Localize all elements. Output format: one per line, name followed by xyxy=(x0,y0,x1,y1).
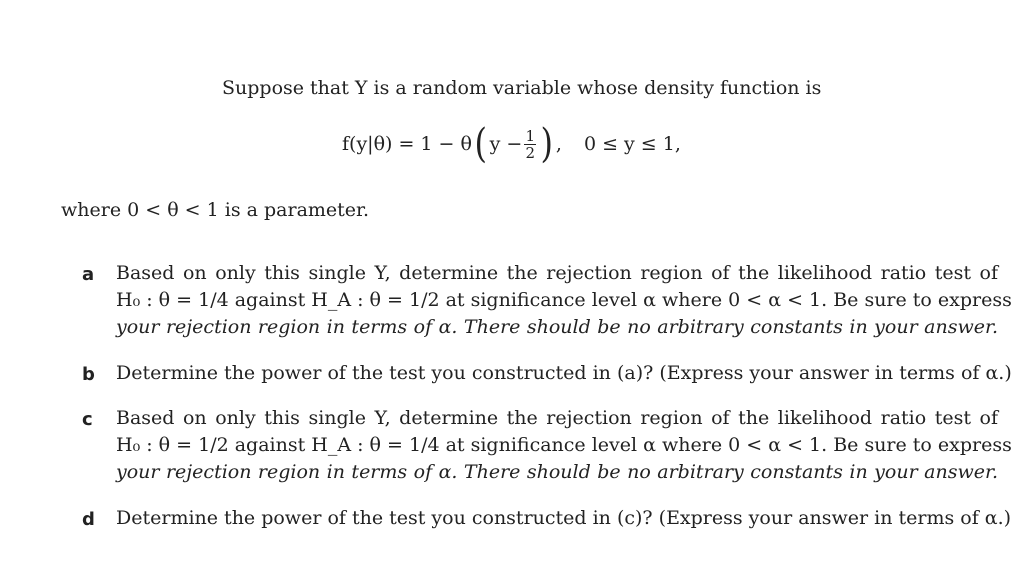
item-c-line-3: your rejection region in terms of α. There should be no arbitrary constants in your answer. xyxy=(116,461,998,483)
item-label-a: a xyxy=(82,264,95,285)
item-c-line-2: H₀ : θ = 1/2 against H_A : θ = 1/4 at significance level α where 0 < α < 1. Be sure to express xyxy=(116,434,1012,456)
item-b-line-1: Determine the power of the test you constructed in (a)? (Express your answer in terms of α.) xyxy=(116,362,1012,384)
item-label-d: d xyxy=(82,509,95,530)
intro-text: Suppose that Y is a random variable whose density function is xyxy=(222,77,822,99)
formula-lhs: f(y|θ) = 1 − θ xyxy=(342,133,472,155)
right-paren: ) xyxy=(540,121,554,167)
formula-domain: 0 ≤ y ≤ 1, xyxy=(583,133,681,155)
item-a-text xyxy=(116,260,1012,341)
item-label-b: b xyxy=(82,364,95,385)
density-formula xyxy=(342,121,681,167)
formula-comma: , xyxy=(555,133,562,155)
item-c-line-1: Based on only this single Y, determine the rejection region of the likelihood ratio test of xyxy=(116,407,998,429)
left-paren: ( xyxy=(474,121,488,167)
fraction-numerator: 1 xyxy=(525,126,536,145)
fraction-denominator: 2 xyxy=(525,143,536,162)
item-a-line-2: H₀ : θ = 1/4 against H_A : θ = 1/2 at significance level α where 0 < α < 1. Be sure to express xyxy=(116,289,1012,311)
formula-y-minus: y − xyxy=(489,133,523,155)
fraction-one-half xyxy=(524,128,536,161)
parameter-note: where 0 < θ < 1 is a parameter. xyxy=(61,199,370,221)
item-label-c: c xyxy=(82,409,93,430)
item-c-text xyxy=(116,405,1012,486)
item-b-text xyxy=(116,360,1012,387)
item-d-line-1: Determine the power of the test you constructed in (c)? (Express your answer in terms of α.) xyxy=(116,507,1012,529)
item-d-text xyxy=(116,505,1012,532)
item-a-line-3: your rejection region in terms of α. There should be no arbitrary constants in your answer. xyxy=(116,316,998,338)
item-a-line-1: Based on only this single Y, determine the rejection region of the likelihood ratio test of xyxy=(116,262,998,284)
